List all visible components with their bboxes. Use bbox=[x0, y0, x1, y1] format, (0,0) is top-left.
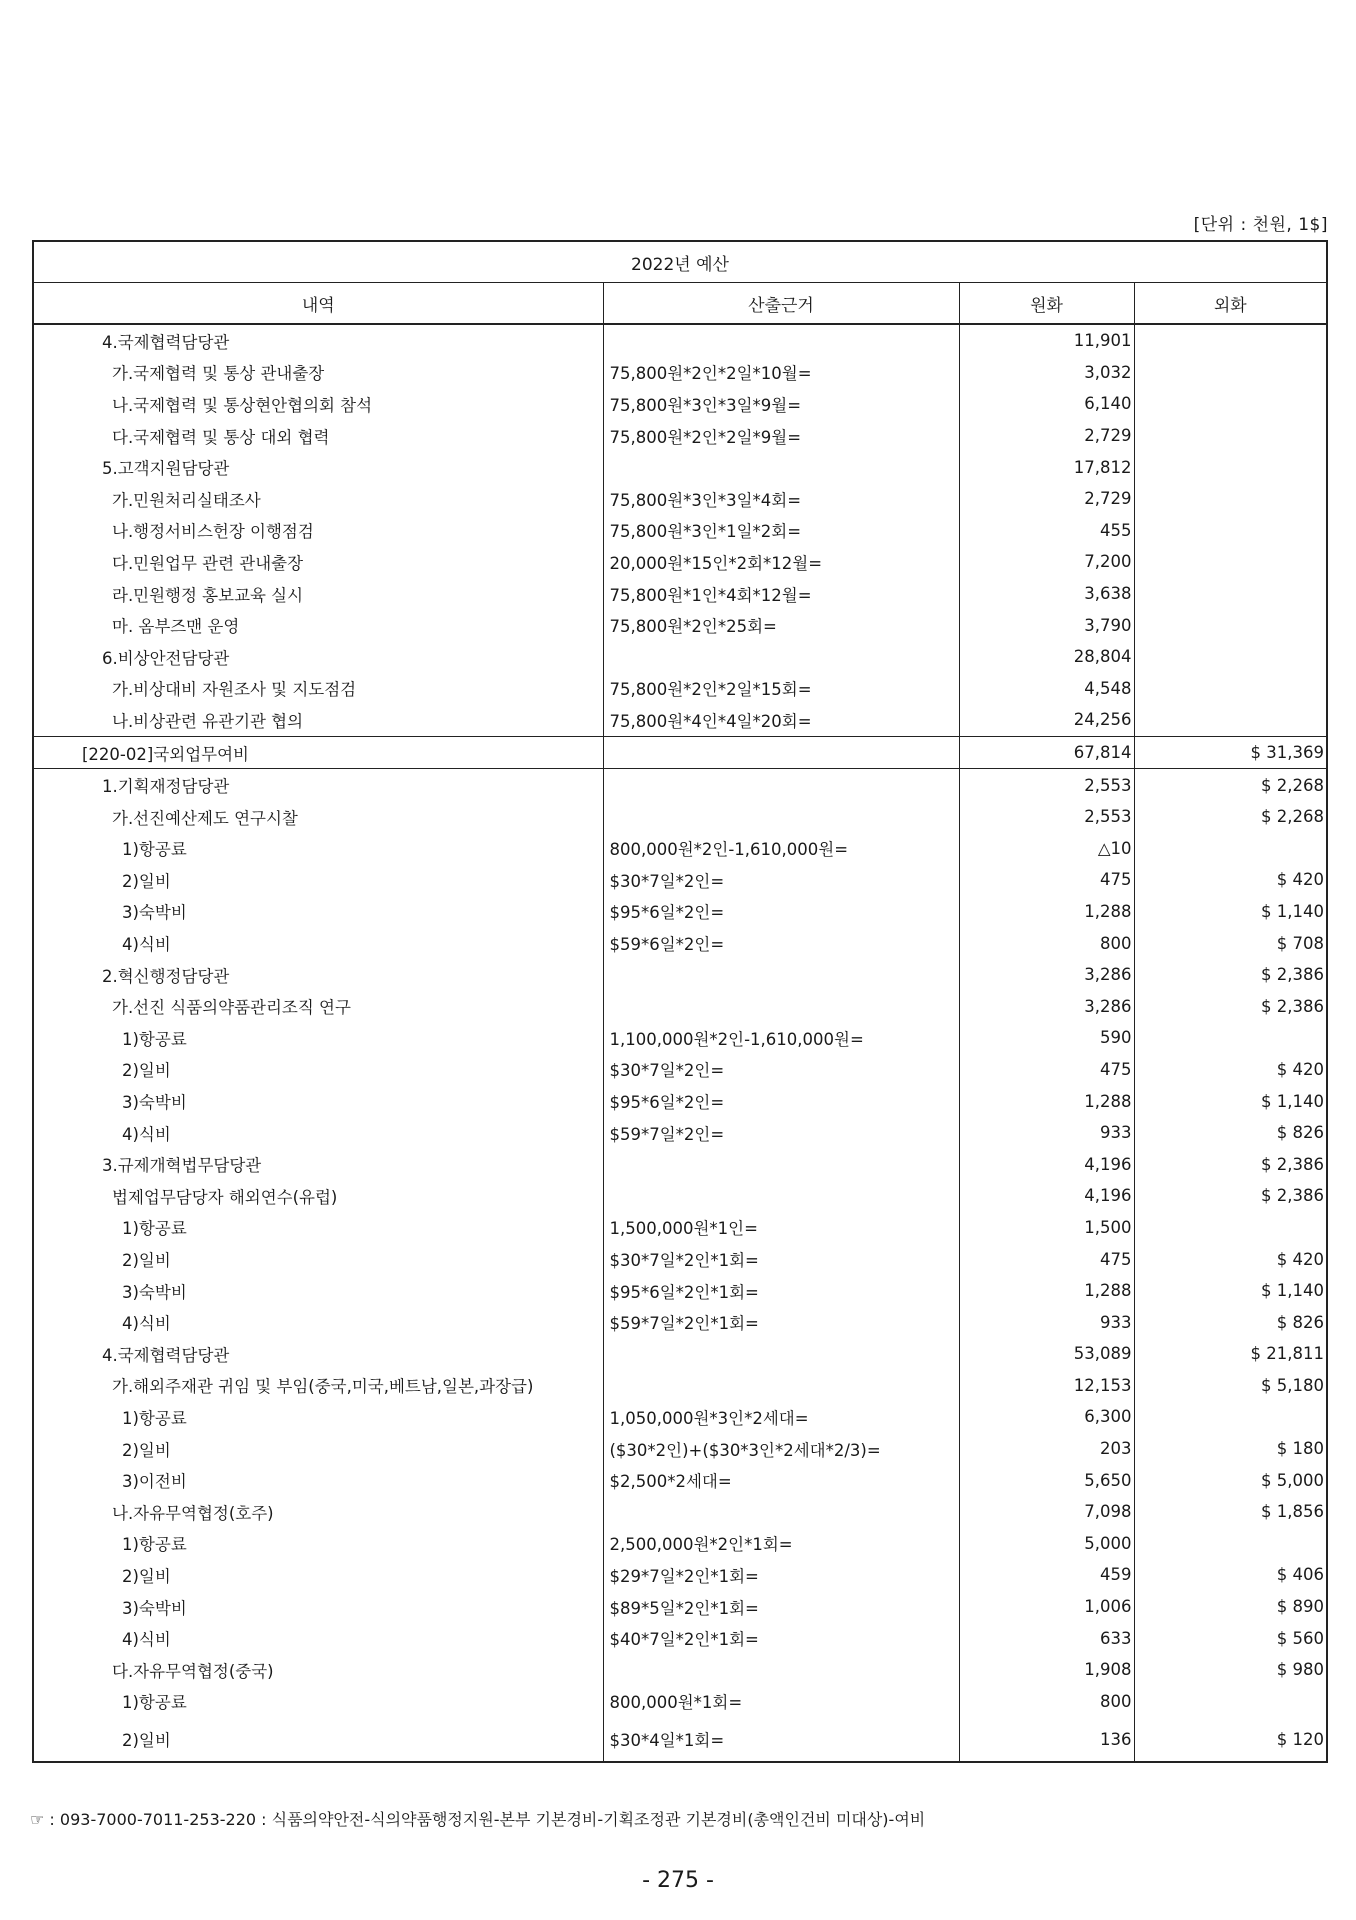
row-basis bbox=[603, 1496, 959, 1528]
row-won-amount: 1,500 bbox=[959, 1212, 1134, 1244]
row-won-amount: 1,288 bbox=[959, 896, 1134, 928]
row-foreign-amount bbox=[1134, 641, 1327, 673]
table-row bbox=[33, 1306, 1327, 1338]
row-basis: $2,500*2세대= bbox=[603, 1464, 959, 1496]
row-won-amount: 4,548 bbox=[959, 673, 1134, 705]
row-description: 나.비상관련 유관기관 협의 bbox=[33, 704, 603, 736]
row-description: 가.선진 식품의약품관리조직 연구 bbox=[33, 990, 603, 1022]
row-description: 4)식비 bbox=[33, 1622, 603, 1654]
row-foreign-amount bbox=[1134, 673, 1327, 705]
header-basis: 산출근거 bbox=[603, 283, 959, 325]
table-row bbox=[33, 959, 1327, 991]
row-basis: 75,800원*2인*2일*9월= bbox=[603, 420, 959, 452]
row-won-amount: 1,006 bbox=[959, 1591, 1134, 1623]
row-basis: 1,500,000원*1인= bbox=[603, 1212, 959, 1244]
table-row bbox=[33, 1528, 1327, 1560]
row-won-amount: 633 bbox=[959, 1622, 1134, 1654]
row-description: 가.비상대비 자원조사 및 지도점검 bbox=[33, 673, 603, 705]
row-foreign-amount: $ 1,140 bbox=[1134, 1085, 1327, 1117]
row-won-amount: 6,300 bbox=[959, 1401, 1134, 1433]
row-foreign-amount bbox=[1134, 1528, 1327, 1560]
row-won-amount: 67,814 bbox=[959, 736, 1134, 769]
table-row bbox=[33, 357, 1327, 389]
row-basis bbox=[603, 801, 959, 833]
row-foreign-amount: $ 708 bbox=[1134, 927, 1327, 959]
row-basis bbox=[603, 1338, 959, 1370]
row-basis bbox=[603, 959, 959, 991]
row-won-amount: 53,089 bbox=[959, 1338, 1134, 1370]
table-row bbox=[33, 1686, 1327, 1718]
table-row bbox=[33, 641, 1327, 673]
table-row bbox=[33, 1054, 1327, 1086]
row-won-amount: 590 bbox=[959, 1022, 1134, 1054]
row-description: 1)항공료 bbox=[33, 1022, 603, 1054]
row-won-amount: 7,098 bbox=[959, 1496, 1134, 1528]
row-foreign-amount: $ 2,268 bbox=[1134, 769, 1327, 801]
row-foreign-amount: $ 2,386 bbox=[1134, 1180, 1327, 1212]
row-description: 다.국제협력 및 통상 대외 협력 bbox=[33, 420, 603, 452]
row-description: [220-02]국외업무여비 bbox=[33, 736, 603, 769]
table-row bbox=[33, 324, 1327, 357]
row-description: 4)식비 bbox=[33, 1306, 603, 1338]
row-basis: $95*6일*2인= bbox=[603, 1085, 959, 1117]
row-description: 마. 옴부즈맨 운영 bbox=[33, 609, 603, 641]
row-description: 2)일비 bbox=[33, 1433, 603, 1465]
row-foreign-amount: $ 1,140 bbox=[1134, 1275, 1327, 1307]
row-basis bbox=[603, 324, 959, 357]
row-foreign-amount: $ 980 bbox=[1134, 1654, 1327, 1686]
row-won-amount: 3,032 bbox=[959, 357, 1134, 389]
table-row bbox=[33, 1022, 1327, 1054]
row-basis: 1,050,000원*3인*2세대= bbox=[603, 1401, 959, 1433]
row-foreign-amount: $ 420 bbox=[1134, 1243, 1327, 1275]
row-won-amount: 136 bbox=[959, 1717, 1134, 1762]
row-basis: $95*6일*2인= bbox=[603, 896, 959, 928]
row-basis: $59*7일*2인*1회= bbox=[603, 1306, 959, 1338]
row-basis: 75,800원*2인*2일*15회= bbox=[603, 673, 959, 705]
row-basis: 75,800원*2인*2일*10월= bbox=[603, 357, 959, 389]
row-won-amount: 933 bbox=[959, 1117, 1134, 1149]
table-row bbox=[33, 1622, 1327, 1654]
page-number: - 275 - bbox=[642, 1868, 714, 1893]
row-description: 4.국제협력담당관 bbox=[33, 324, 603, 357]
table-row bbox=[33, 833, 1327, 865]
row-description: 1.기획재정담당관 bbox=[33, 769, 603, 801]
row-won-amount: 2,553 bbox=[959, 769, 1134, 801]
table-row bbox=[33, 704, 1327, 736]
row-basis: 75,800원*3인*3일*4회= bbox=[603, 483, 959, 515]
row-description: 1)항공료 bbox=[33, 1528, 603, 1560]
table-title: 2022년 예산 bbox=[33, 241, 1327, 283]
row-won-amount: 4,196 bbox=[959, 1180, 1134, 1212]
row-basis: $29*7일*2인*1회= bbox=[603, 1559, 959, 1591]
table-row bbox=[33, 515, 1327, 547]
row-won-amount: 475 bbox=[959, 864, 1134, 896]
table-row bbox=[33, 1559, 1327, 1591]
row-basis: 20,000원*15인*2회*12월= bbox=[603, 546, 959, 578]
row-basis bbox=[603, 1180, 959, 1212]
row-foreign-amount bbox=[1134, 420, 1327, 452]
row-description: 다.민원업무 관련 관내출장 bbox=[33, 546, 603, 578]
table-row bbox=[33, 1338, 1327, 1370]
table-row bbox=[33, 420, 1327, 452]
row-description: 가.해외주재관 귀임 및 부임(중국,미국,베트남,일본,과장급) bbox=[33, 1370, 603, 1402]
row-basis bbox=[603, 1370, 959, 1402]
row-won-amount: 459 bbox=[959, 1559, 1134, 1591]
footnote: ☞ : 093-7000-7011-253-220 : 식품의약안전-식의약품행정지원-본부 기본경비-기획조정관 기본경비(총액인건비 미대상)-여비 bbox=[30, 1810, 926, 1829]
row-foreign-amount bbox=[1134, 833, 1327, 865]
row-won-amount: 475 bbox=[959, 1243, 1134, 1275]
row-won-amount: 3,286 bbox=[959, 959, 1134, 991]
row-foreign-amount bbox=[1134, 1022, 1327, 1054]
row-won-amount: 475 bbox=[959, 1054, 1134, 1086]
row-basis bbox=[603, 736, 959, 769]
row-won-amount: 12,153 bbox=[959, 1370, 1134, 1402]
row-foreign-amount: $ 1,140 bbox=[1134, 896, 1327, 928]
table-body bbox=[33, 324, 1327, 1762]
table-row bbox=[33, 896, 1327, 928]
row-basis: 75,800원*4인*4일*20회= bbox=[603, 704, 959, 736]
row-won-amount: 5,650 bbox=[959, 1464, 1134, 1496]
row-won-amount: 17,812 bbox=[959, 451, 1134, 483]
row-description: 2)일비 bbox=[33, 864, 603, 896]
row-basis bbox=[603, 769, 959, 801]
row-description: 라.민원행정 홍보교육 실시 bbox=[33, 578, 603, 610]
row-description: 4)식비 bbox=[33, 927, 603, 959]
row-description: 나.행정서비스헌장 이행점검 bbox=[33, 515, 603, 547]
header-won: 원화 bbox=[959, 283, 1134, 325]
row-basis bbox=[603, 990, 959, 1022]
row-foreign-amount: $ 2,386 bbox=[1134, 990, 1327, 1022]
row-foreign-amount bbox=[1134, 546, 1327, 578]
row-description: 다.자유무역협정(중국) bbox=[33, 1654, 603, 1686]
table-row bbox=[33, 1148, 1327, 1180]
row-foreign-amount: $ 2,386 bbox=[1134, 1148, 1327, 1180]
row-foreign-amount bbox=[1134, 704, 1327, 736]
row-description: 2.혁신행정담당관 bbox=[33, 959, 603, 991]
row-basis: $95*6일*2인*1회= bbox=[603, 1275, 959, 1307]
table-row bbox=[33, 1243, 1327, 1275]
row-basis: 75,800원*1인*4회*12월= bbox=[603, 578, 959, 610]
row-description: 2)일비 bbox=[33, 1559, 603, 1591]
row-won-amount: △10 bbox=[959, 833, 1134, 865]
header-description: 내역 bbox=[33, 283, 603, 325]
row-description: 1)항공료 bbox=[33, 1686, 603, 1718]
row-basis: $89*5일*2인*1회= bbox=[603, 1591, 959, 1623]
table-row bbox=[33, 483, 1327, 515]
table-row bbox=[33, 1180, 1327, 1212]
row-foreign-amount bbox=[1134, 578, 1327, 610]
row-won-amount: 2,553 bbox=[959, 801, 1134, 833]
row-won-amount: 6,140 bbox=[959, 388, 1134, 420]
row-basis: $30*4일*1회= bbox=[603, 1717, 959, 1762]
row-basis: $30*7일*2인= bbox=[603, 864, 959, 896]
row-won-amount: 203 bbox=[959, 1433, 1134, 1465]
row-description: 1)항공료 bbox=[33, 833, 603, 865]
row-won-amount: 1,908 bbox=[959, 1654, 1134, 1686]
row-basis: $59*6일*2인= bbox=[603, 927, 959, 959]
row-foreign-amount bbox=[1134, 609, 1327, 641]
row-foreign-amount: $ 826 bbox=[1134, 1117, 1327, 1149]
row-description: 법제업무담당자 해외연수(유럽) bbox=[33, 1180, 603, 1212]
row-description: 3)이전비 bbox=[33, 1464, 603, 1496]
row-description: 1)항공료 bbox=[33, 1401, 603, 1433]
table-row bbox=[33, 1085, 1327, 1117]
row-won-amount: 800 bbox=[959, 1686, 1134, 1718]
row-foreign-amount: $ 5,000 bbox=[1134, 1464, 1327, 1496]
row-basis: 1,100,000원*2인-1,610,000원= bbox=[603, 1022, 959, 1054]
row-won-amount: 5,000 bbox=[959, 1528, 1134, 1560]
row-basis: 800,000원*1회= bbox=[603, 1686, 959, 1718]
row-description: 4)식비 bbox=[33, 1117, 603, 1149]
row-foreign-amount bbox=[1134, 1212, 1327, 1244]
row-description: 3.규제개혁법무담당관 bbox=[33, 1148, 603, 1180]
row-won-amount: 2,729 bbox=[959, 483, 1134, 515]
table-row bbox=[33, 1591, 1327, 1623]
row-foreign-amount bbox=[1134, 357, 1327, 389]
row-won-amount: 1,288 bbox=[959, 1085, 1134, 1117]
row-basis bbox=[603, 1148, 959, 1180]
row-won-amount: 3,286 bbox=[959, 990, 1134, 1022]
table-row bbox=[33, 609, 1327, 641]
row-won-amount: 2,729 bbox=[959, 420, 1134, 452]
row-description: 3)숙박비 bbox=[33, 1275, 603, 1307]
row-foreign-amount: $ 1,856 bbox=[1134, 1496, 1327, 1528]
row-foreign-amount: $ 406 bbox=[1134, 1559, 1327, 1591]
row-description: 가.민원처리실태조사 bbox=[33, 483, 603, 515]
row-basis: 75,800원*3인*3일*9월= bbox=[603, 388, 959, 420]
table-row bbox=[33, 769, 1327, 801]
table-row bbox=[33, 801, 1327, 833]
budget-table-container bbox=[32, 240, 1326, 1763]
table-row bbox=[33, 546, 1327, 578]
row-foreign-amount bbox=[1134, 451, 1327, 483]
row-description: 2)일비 bbox=[33, 1243, 603, 1275]
row-basis: 2,500,000원*2인*1회= bbox=[603, 1528, 959, 1560]
budget-table bbox=[32, 240, 1328, 1763]
row-foreign-amount bbox=[1134, 515, 1327, 547]
table-row bbox=[33, 990, 1327, 1022]
row-won-amount: 24,256 bbox=[959, 704, 1134, 736]
row-description: 나.자유무역협정(호주) bbox=[33, 1496, 603, 1528]
row-won-amount: 4,196 bbox=[959, 1148, 1134, 1180]
table-row bbox=[33, 1433, 1327, 1465]
row-description: 2)일비 bbox=[33, 1717, 603, 1762]
row-won-amount: 1,288 bbox=[959, 1275, 1134, 1307]
header-foreign-currency: 외화 bbox=[1134, 283, 1327, 325]
row-description: 가.선진예산제도 연구시찰 bbox=[33, 801, 603, 833]
row-description: 2)일비 bbox=[33, 1054, 603, 1086]
row-description: 4.국제협력담당관 bbox=[33, 1338, 603, 1370]
row-description: 3)숙박비 bbox=[33, 1085, 603, 1117]
table-row bbox=[33, 1275, 1327, 1307]
table-row bbox=[33, 1370, 1327, 1402]
row-basis: 75,800원*3인*1일*2회= bbox=[603, 515, 959, 547]
row-won-amount: 3,790 bbox=[959, 609, 1134, 641]
row-description: 6.비상안전담당관 bbox=[33, 641, 603, 673]
row-won-amount: 28,804 bbox=[959, 641, 1134, 673]
row-description: 3)숙박비 bbox=[33, 1591, 603, 1623]
table-row bbox=[33, 578, 1327, 610]
row-foreign-amount bbox=[1134, 483, 1327, 515]
row-foreign-amount: $ 2,386 bbox=[1134, 959, 1327, 991]
table-row bbox=[33, 673, 1327, 705]
table-row bbox=[33, 1117, 1327, 1149]
row-foreign-amount: $ 420 bbox=[1134, 1054, 1327, 1086]
row-foreign-amount: $ 180 bbox=[1134, 1433, 1327, 1465]
unit-label: [단위 : 천원, 1$] bbox=[1193, 215, 1328, 235]
row-description: 나.국제협력 및 통상현안협의회 참석 bbox=[33, 388, 603, 420]
row-description: 3)숙박비 bbox=[33, 896, 603, 928]
row-basis bbox=[603, 1654, 959, 1686]
row-basis: ($30*2인)+($30*3인*2세대*2/3)= bbox=[603, 1433, 959, 1465]
row-basis bbox=[603, 451, 959, 483]
row-description: 1)항공료 bbox=[33, 1212, 603, 1244]
row-foreign-amount bbox=[1134, 1401, 1327, 1433]
row-basis: 800,000원*2인-1,610,000원= bbox=[603, 833, 959, 865]
row-won-amount: 933 bbox=[959, 1306, 1134, 1338]
row-foreign-amount: $ 420 bbox=[1134, 864, 1327, 896]
table-row bbox=[33, 451, 1327, 483]
row-basis: $40*7일*2인*1회= bbox=[603, 1622, 959, 1654]
row-won-amount: 3,638 bbox=[959, 578, 1134, 610]
table-row bbox=[33, 927, 1327, 959]
table-row bbox=[33, 1717, 1327, 1762]
row-won-amount: 455 bbox=[959, 515, 1134, 547]
row-description: 5.고객지원담당관 bbox=[33, 451, 603, 483]
table-row bbox=[33, 388, 1327, 420]
row-basis: 75,800원*2인*25회= bbox=[603, 609, 959, 641]
table-row bbox=[33, 1464, 1327, 1496]
row-foreign-amount: $ 120 bbox=[1134, 1717, 1327, 1762]
row-description: 가.국제협력 및 통상 관내출장 bbox=[33, 357, 603, 389]
row-foreign-amount: $ 21,811 bbox=[1134, 1338, 1327, 1370]
table-row bbox=[33, 1212, 1327, 1244]
row-foreign-amount bbox=[1134, 388, 1327, 420]
row-foreign-amount: $ 560 bbox=[1134, 1622, 1327, 1654]
row-foreign-amount: $ 826 bbox=[1134, 1306, 1327, 1338]
row-basis: $30*7일*2인= bbox=[603, 1054, 959, 1086]
row-basis: $30*7일*2인*1회= bbox=[603, 1243, 959, 1275]
row-foreign-amount: $ 31,369 bbox=[1134, 736, 1327, 769]
row-foreign-amount: $ 2,268 bbox=[1134, 801, 1327, 833]
row-foreign-amount: $ 890 bbox=[1134, 1591, 1327, 1623]
row-foreign-amount bbox=[1134, 324, 1327, 357]
table-row bbox=[33, 1654, 1327, 1686]
row-foreign-amount bbox=[1134, 1686, 1327, 1718]
row-won-amount: 800 bbox=[959, 927, 1134, 959]
table-row bbox=[33, 864, 1327, 896]
table-row bbox=[33, 1496, 1327, 1528]
table-row bbox=[33, 1401, 1327, 1433]
row-basis bbox=[603, 641, 959, 673]
row-won-amount: 7,200 bbox=[959, 546, 1134, 578]
row-foreign-amount: $ 5,180 bbox=[1134, 1370, 1327, 1402]
table-section-row bbox=[33, 736, 1327, 769]
row-won-amount: 11,901 bbox=[959, 324, 1134, 357]
row-basis: $59*7일*2인= bbox=[603, 1117, 959, 1149]
